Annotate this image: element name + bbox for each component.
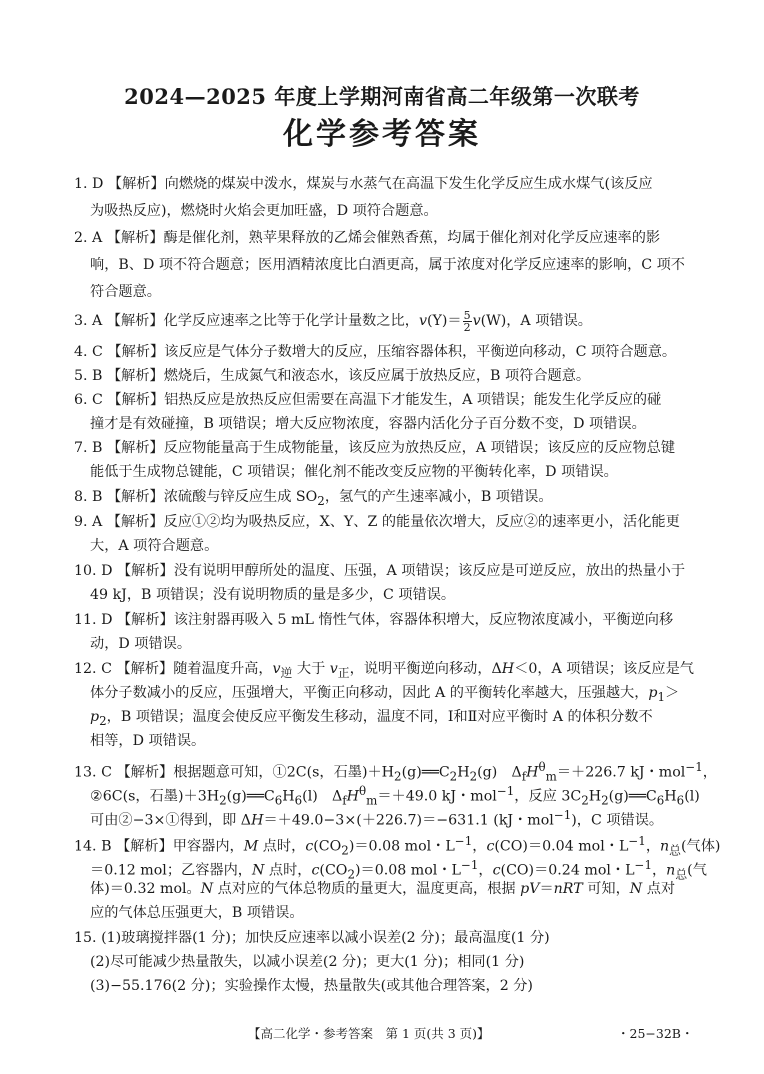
footer-code: ・25−32B・ — [617, 1026, 694, 1041]
answer-line-continued: 为吸热反应)，燃烧时火焰会更加旺盛，D 项符合题意。 — [90, 203, 438, 219]
answer-line-continued: 响，B、D 项不符合题意；医用酒精浓度比白酒更高，属于浓度对化学反应速率的影响，C 项不 — [90, 257, 685, 273]
answer-line: 7. B 【解析】反应物能量高于生成物能量，该反应为放热反应，A 项错误；该反应的反应物总键 — [74, 440, 676, 456]
answer-line-continued: 能低于生成物总键能，C 项错误；催化剂不能改变反应物的平衡转化率，D 项错误。 — [90, 464, 618, 480]
answer-line: 14. B 【解析】甲容器内，M 点时，$c(CO_2)=0.08$ mol・$L^{-1}$，c(CO)＝0.04 mol・$L^{-1}$，$n_总$(气体) — [74, 834, 721, 858]
answer-line: 8. B 【解析】浓硫酸与锌反应生成 $SO_2$，氢气的产生速率减小，B 项错误。 — [74, 489, 553, 508]
fraction-5-2: $\frac{5}{2}$ — [463, 308, 471, 334]
answer-line: 5. B 【解析】燃烧后，生成氮气和液态水，该反应属于放热反应，B 项符合题意。 — [74, 368, 591, 384]
answer-line: 9. A 【解析】反应①②均为吸热反应，X、Y、Z 的能量依次增大，反应②的速率更小，活化能更 — [74, 514, 680, 530]
answer-line: 11. D 【解析】该注射器再吸入 5 mL 惰性气体，容器体积增大，反应物浓度减小，平衡逆向移 — [74, 612, 674, 628]
answer-line: 13. C 【解析】根据题意可知，①2C(s，石墨)$+H_2(g)══C_2H_2(g)$ $\Delta_fH^\theta_m=+226.7$ kJ・mol$^{-1}$， — [74, 760, 717, 784]
answer-line: 15. (1)玻璃搅拌器(1 分)；加快反应速率以减小误差(2 分)；最高温度(1 分) — [74, 930, 550, 946]
answer-line-continued: 大，A 项符合题意。 — [90, 538, 219, 554]
answer-line: 4. C 【解析】该反应是气体分子数增大的反应，压缩容器体积，平衡逆向移动，C 项符合题意。 — [74, 344, 677, 360]
answer-line: 12. C 【解析】随着温度升高，$v_逆$ 大于 $v_正$，说明平衡逆向移动，ΔH＜0，A 项错误；该反应是气 — [74, 661, 694, 680]
answer-line-continued: 体分子数减小的反应，压强增大，平衡正向移动，因此 A 的平衡转化率越大，压强越大，$p_1>$ — [90, 685, 680, 704]
footer-page-info: 【高二化学・参考答案 第 1 页(共 3 页)】 — [248, 1026, 490, 1041]
answer-line-continued: (3)−55.176(2 分)；实验操作太慢，热量散失(或其他合理答案，2 分) — [90, 978, 533, 994]
answer-line-continued: ②6C(s，石墨)$+3H_2(g)══C_6H_6(l)$ $\Delta_fH^\theta_m=+49.0$ kJ・mol$^{-1}$，反应 $3C_2H_2(g)══C_6H_6(l)$ — [90, 784, 700, 808]
answer-line: 2. A 【解析】酶是催化剂，熟苹果释放的乙烯会催熟香蕉，均属于催化剂对化学反应速率的影 — [74, 230, 661, 246]
answer-line-continued: ＝0.12 mol；乙容器内，N 点时，$c(CO_2)=0.08$ mol・$L^{-1}$，c(CO)＝0.24 mol・$L^{-1}$，$n_总$(气 — [90, 858, 707, 882]
answer-line-continued: 符合题意。 — [90, 284, 161, 300]
exam-title: 2024—2025 年度上学期河南省高二年级第一次联考 — [124, 84, 640, 109]
answer-line: 10. D 【解析】没有说明甲醇所处的温度、压强，A 项错误；该反应是可逆反应，放出的热量小于 — [74, 563, 686, 579]
answer-line-continued: 应的气体总压强更大，B 项错误。 — [90, 905, 304, 921]
answer-line-continued: 体)＝0.32 mol。N 点对应的气体总物质的量更大，温度更高，根据 pV＝nRT 可知，N 点对 — [90, 881, 676, 897]
answer-line-continued: 动，D 项错误。 — [90, 636, 192, 652]
answer-line: 3. A 【解析】化学反应速率之比等于化学计量数之比，v(Y)＝ $\frac{5}{2}$ v(W)，A 项错误。 — [74, 308, 592, 334]
answer-line-continued: 撞才是有效碰撞，B 项错误；增大反应物浓度，容器内活化分子百分数不变，D 项错误。 — [90, 416, 646, 432]
answer-line-continued: (2)尽可能减少热量散失，以减小误差(2 分)；更大(1 分)；相同(1 分) — [90, 954, 525, 970]
answer-line: 1. D 【解析】向燃烧的煤炭中泼水，煤炭与水蒸气在高温下发生化学反应生成水煤气(该反应 — [74, 176, 653, 192]
answer-line-continued: $p_2$，B 项错误；温度会使反应平衡发生移动，温度不同，Ⅰ和Ⅱ对应平衡时 A 的体积分数不 — [90, 709, 653, 728]
answer-line-continued: 相等，D 项错误。 — [90, 733, 206, 749]
answer-line-continued: 可由②−3×①得到，即 ΔH＝＋49.0−3×(＋226.7)＝−631.1 (kJ・mol$^{-1}$)，C 项错误。 — [90, 808, 664, 829]
answer-line: 6. C 【解析】铝热反应是放热反应但需要在高温下才能发生，A 项错误；能发生化学反应的碰 — [74, 392, 662, 408]
page-title: 化学参考答案 — [283, 117, 481, 152]
answer-line-continued: 49 kJ，B 项错误；没有说明物质的量是多少，C 项错误。 — [90, 587, 456, 603]
